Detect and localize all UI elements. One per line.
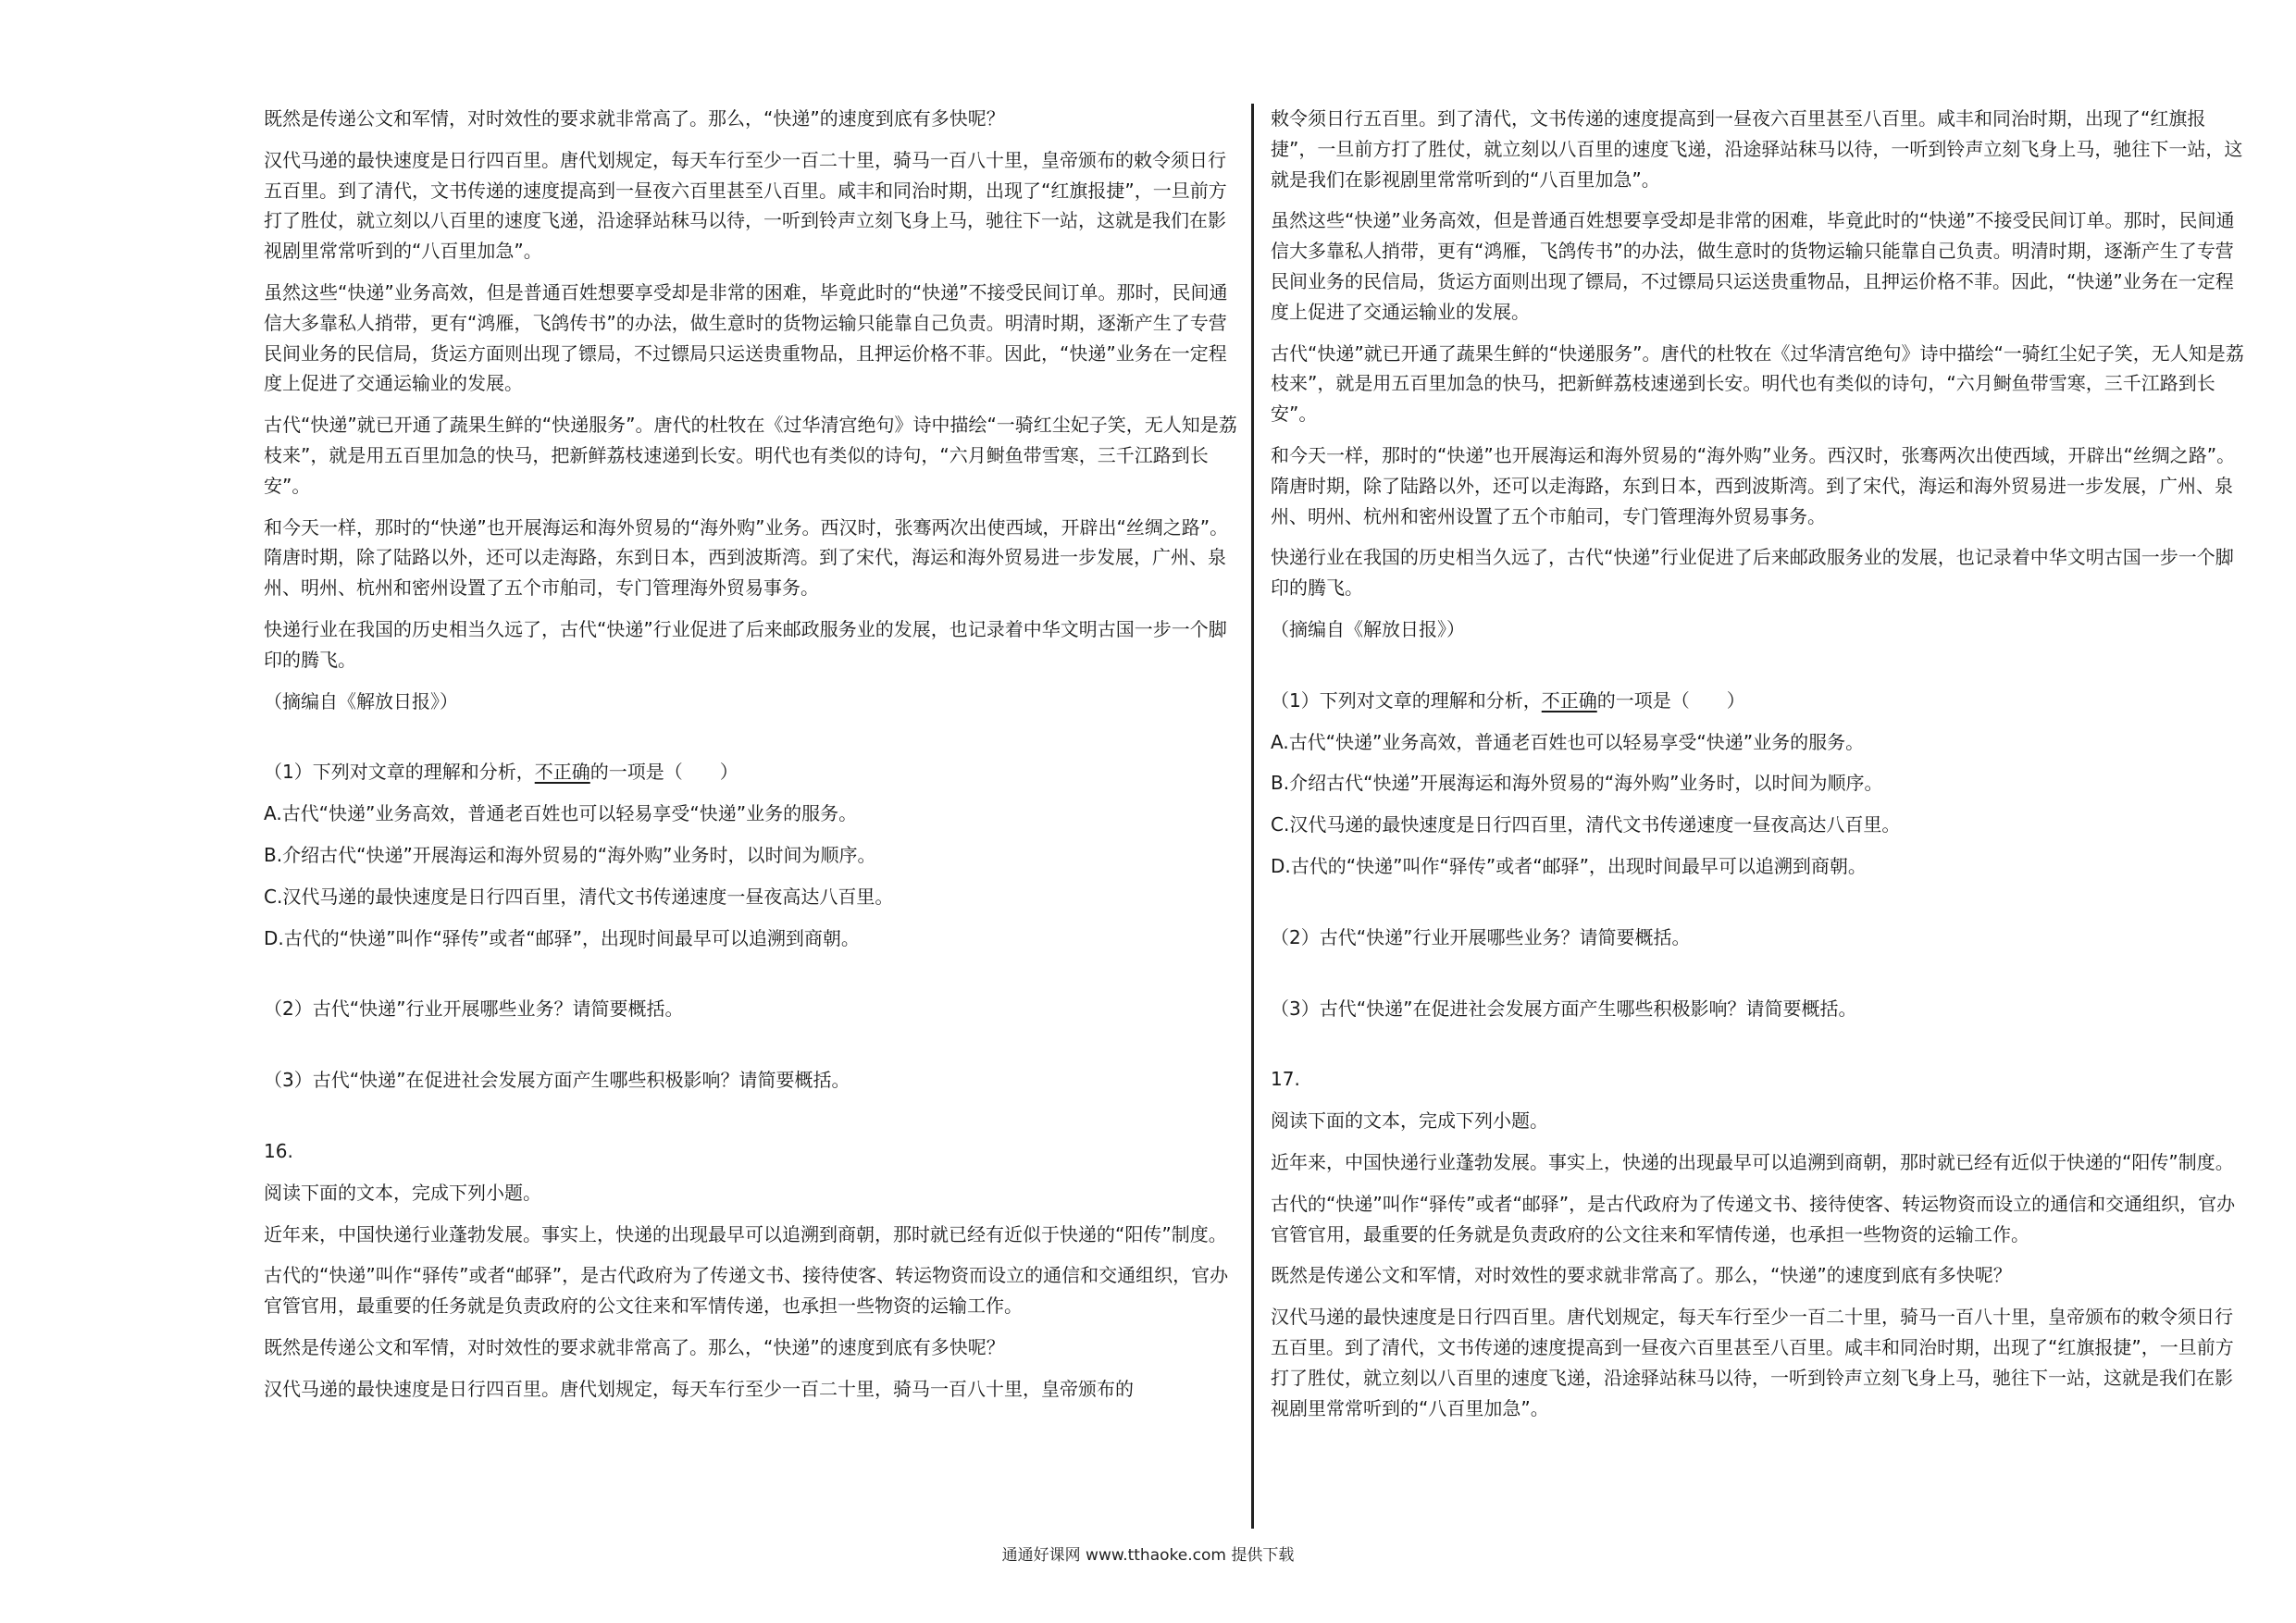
column-divider [1251, 104, 1254, 1529]
passage-paragraph: 汉代马递的最快速度是日行四百里。唐代划规定，每天车行至少一百二十里，骑马一百八十里，皇帝颁布的敕令须日行五百里。到了清代，文书传递的速度提高到一昼夜六百里甚至八百里。咸丰和同治时期，出现了“红旗报捷”，一旦前方打了胜仗，就立刻以八百里的速度飞递，沿途驿站秣马以待，一听到铃声立刻飞身上马，驰往下一站，这就是我们在影视剧里常常听到的“八百里加急”。 [264, 148, 1227, 263]
instruction: 阅读下面的文本，完成下列小题。 [1271, 1109, 1548, 1133]
question-1-prefix: （1）下列对文章的理解和分析， [1271, 688, 1542, 712]
right-column [1271, 104, 2248, 1434]
passage-paragraph: 古代“快递”就已开通了蔬果生鲜的“快递服务”。唐代的杜牧在《过华清宫绝句》诗中描绘“一骑红尘妃子笑，无人知是荔枝来”，就是用五百里加急的快马，把新鲜荔枝速递到长安。明代也有类似的诗句，“六月鲥鱼带雪寒，三千江路到长安”。 [1271, 341, 2244, 426]
passage-paragraph: 古代的“快递”叫作“驿传”或者“邮驿”，是古代政府为了传递文书、接待使客、转运物资而设立的通信和交通组织，官办官管官用，最重要的任务就是负责政府的公文往来和军情传递，也承担一些物资的运输工作。 [1271, 1192, 2236, 1245]
question-1-prefix: （1）下列对文章的理解和分析， [264, 761, 535, 784]
question-1-underlined: 不正确 [1541, 688, 1597, 712]
question-2: （2）古代“快递”行业开展哪些业务？请简要概括。 [264, 997, 684, 1021]
option-c: C.汉代马递的最快速度是日行四百里，清代文书传递速度一昼夜高达八百里。 [1271, 813, 1901, 836]
question-1-underlined: 不正确 [534, 761, 590, 784]
passage-paragraph: 既然是传递公文和军情，对时效性的要求就非常高了。那么，“快递”的速度到底有多快呢？ [264, 1335, 1005, 1358]
option-c: C.汉代马递的最快速度是日行四百里，清代文书传递速度一昼夜高达八百里。 [264, 885, 894, 908]
passage-paragraph: 汉代马递的最快速度是日行四百里。唐代划规定，每天车行至少一百二十里，骑马一百八十里，皇帝颁布的敕令须日行五百里。到了清代，文书传递的速度提高到一昼夜六百里甚至八百里。咸丰和同治时期，出现了“红旗报捷”，一旦前方打了胜仗，就立刻以八百里的速度飞递，沿途驿站秣马以待，一听到铃声立刻飞身上马，驰往下一站，这就是我们在影视剧里常常听到的“八百里加急”。 [1271, 1306, 2234, 1419]
passage-paragraph: 敕令须日行五百里。到了清代，文书传递的速度提高到一昼夜六百里甚至八百里。咸丰和同治时期，出现了“红旗报捷”，一旦前方打了胜仗，就立刻以八百里的速度飞递，沿途驿站秣马以待，一听到铃声立刻飞身上马，驰往下一站，这就是我们在影视剧里常常听到的“八百里加急”。 [1271, 107, 2243, 191]
option-a: A.古代“快递”业务高效，普通老百姓也可以轻易享受“快递”业务的服务。 [264, 802, 858, 825]
question-number: 17. [1271, 1068, 1300, 1091]
option-a: A.古代“快递”业务高效，普通老百姓也可以轻易享受“快递”业务的服务。 [1271, 730, 1865, 753]
question-1-suffix: 的一项是（ ） [1596, 688, 1745, 712]
passage-paragraph: 虽然这些“快递”业务高效，但是普通百姓想要享受却是非常的困难，毕竟此时的“快递”不接受民间订单。那时，民间通信大多靠私人捎带，更有“鸿雁，飞鸽传书”的办法，做生意时的货物运输只能靠自己负责。明清时期，逐渐产生了专营民间业务的民信局，货运方面则出现了镖局，不过镖局只运送贵重物品，且押运价格不菲。因此，“快递”业务在一定程度上促进了交通运输业的发展。 [1271, 209, 2235, 323]
source-citation: （摘编自《解放日报》） [264, 689, 458, 712]
question-2: （2）古代“快递”行业开展哪些业务？请简要概括。 [1271, 925, 1691, 948]
passage-paragraph: 古代“快递”就已开通了蔬果生鲜的“快递服务”。唐代的杜牧在《过华清宫绝句》诗中描绘“一骑红尘妃子笑，无人知是荔枝来”，就是用五百里加急的快马，把新鲜荔枝速递到长安。明代也有类似的诗句，“六月鲥鱼带雪寒，三千江路到长安”。 [264, 414, 1237, 497]
passage-paragraph: 和今天一样，那时的“快递”也开展海运和海外贸易的“海外购”业务。西汉时，张骞两次出使西域，开辟出“丝绸之路”。隋唐时期，除了陆路以外，还可以走海路，东到日本，西到波斯湾。到了宋代，海运和海外贸易进一步发展，广州、泉州、明州、杭州和密州设置了五个市舶司，专门管理海外贸易事务。 [1271, 443, 2236, 527]
footer-credit: 通通好课网 www.tthaoke.com 提供下载 [1001, 1546, 1295, 1565]
option-b: B.介绍古代“快递”开展海运和海外贸易的“海外购”业务时，以时间为顺序。 [264, 843, 876, 866]
question-1-stem [264, 757, 1237, 787]
passage-paragraph: 虽然这些“快递”业务高效，但是普通百姓想要享受却是非常的困难，毕竟此时的“快递”不接受民间订单。那时，民间通信大多靠私人捎带，更有“鸿雁，飞鸽传书”的办法，做生意时的货物运输只能靠自己负责。明清时期，逐渐产生了专营民间业务的民信局，货运方面则出现了镖局，不过镖局只运送贵重物品，且押运价格不菲。因此，“快递”业务在一定程度上促进了交通运输业的发展。 [264, 280, 1228, 395]
passage-paragraph: 快递行业在我国的历史相当久远了，古代“快递”行业促进了后来邮政服务业的发展，也记录着中华文明古国一步一个脚印的腾飞。 [1271, 546, 2234, 600]
passage-paragraph: 既然是传递公文和军情，对时效性的要求就非常高了。那么，“快递”的速度到底有多快呢？ [264, 107, 1005, 130]
passage-paragraph: 近年来，中国快递行业蓬勃发展。事实上，快递的出现最早可以追溯到商朝，那时就已经有近似于快递的“阳传”制度。 [264, 1222, 1227, 1245]
passage-paragraph: 既然是传递公文和军情，对时效性的要求就非常高了。那么，“快递”的速度到底有多快呢？ [1271, 1264, 2012, 1287]
option-d: D.古代的“快递”叫作“驿传”或者“邮驿”，出现时间最早可以追溯到商朝。 [1271, 854, 1867, 877]
passage-paragraph: 和今天一样，那时的“快递”也开展海运和海外贸易的“海外购”业务。西汉时，张骞两次出使西域，开辟出“丝绸之路”。隋唐时期，除了陆路以外，还可以走海路，东到日本，西到波斯湾。到了宋代，海运和海外贸易进一步发展，广州、泉州、明州、杭州和密州设置了五个市舶司，专门管理海外贸易事务。 [264, 515, 1229, 600]
question-1-stem [1271, 686, 2248, 716]
passage-paragraph: 快递行业在我国的历史相当久远了，古代“快递”行业促进了后来邮政服务业的发展，也记录着中华文明古国一步一个脚印的腾飞。 [264, 617, 1227, 671]
left-column [264, 104, 1237, 1416]
option-b: B.介绍古代“快递”开展海运和海外贸易的“海外购”业务时，以时间为顺序。 [1271, 772, 1883, 795]
passage-paragraph: 古代的“快递”叫作“驿传”或者“邮驿”，是古代政府为了传递文书、接待使客、转运物资而设立的通信和交通组织，官办官管官用，最重要的任务就是负责政府的公文往来和军情传递，也承担一些物资的运输工作。 [264, 1264, 1229, 1318]
question-1-suffix: 的一项是（ ） [590, 761, 738, 784]
question-number: 16. [264, 1139, 293, 1162]
question-3: （3）古代“快递”在促进社会发展方面产生哪些积极影响？请简要概括。 [1271, 997, 1857, 1020]
source-citation: （摘编自《解放日报》） [1271, 617, 1465, 640]
passage-paragraph: 近年来，中国快递行业蓬勃发展。事实上，快递的出现最早可以追溯到商朝，那时就已经有近似于快递的“阳传”制度。 [1271, 1150, 2234, 1173]
option-d: D.古代的“快递”叫作“驿传”或者“邮驿”，出现时间最早可以追溯到商朝。 [264, 926, 860, 949]
passage-paragraph: 汉代马递的最快速度是日行四百里。唐代划规定，每天车行至少一百二十里，骑马一百八十里，皇帝颁布的 [264, 1377, 1134, 1400]
instruction: 阅读下面的文本，完成下列小题。 [264, 1181, 541, 1204]
question-3: （3）古代“快递”在促进社会发展方面产生哪些积极影响？请简要概括。 [264, 1069, 850, 1092]
